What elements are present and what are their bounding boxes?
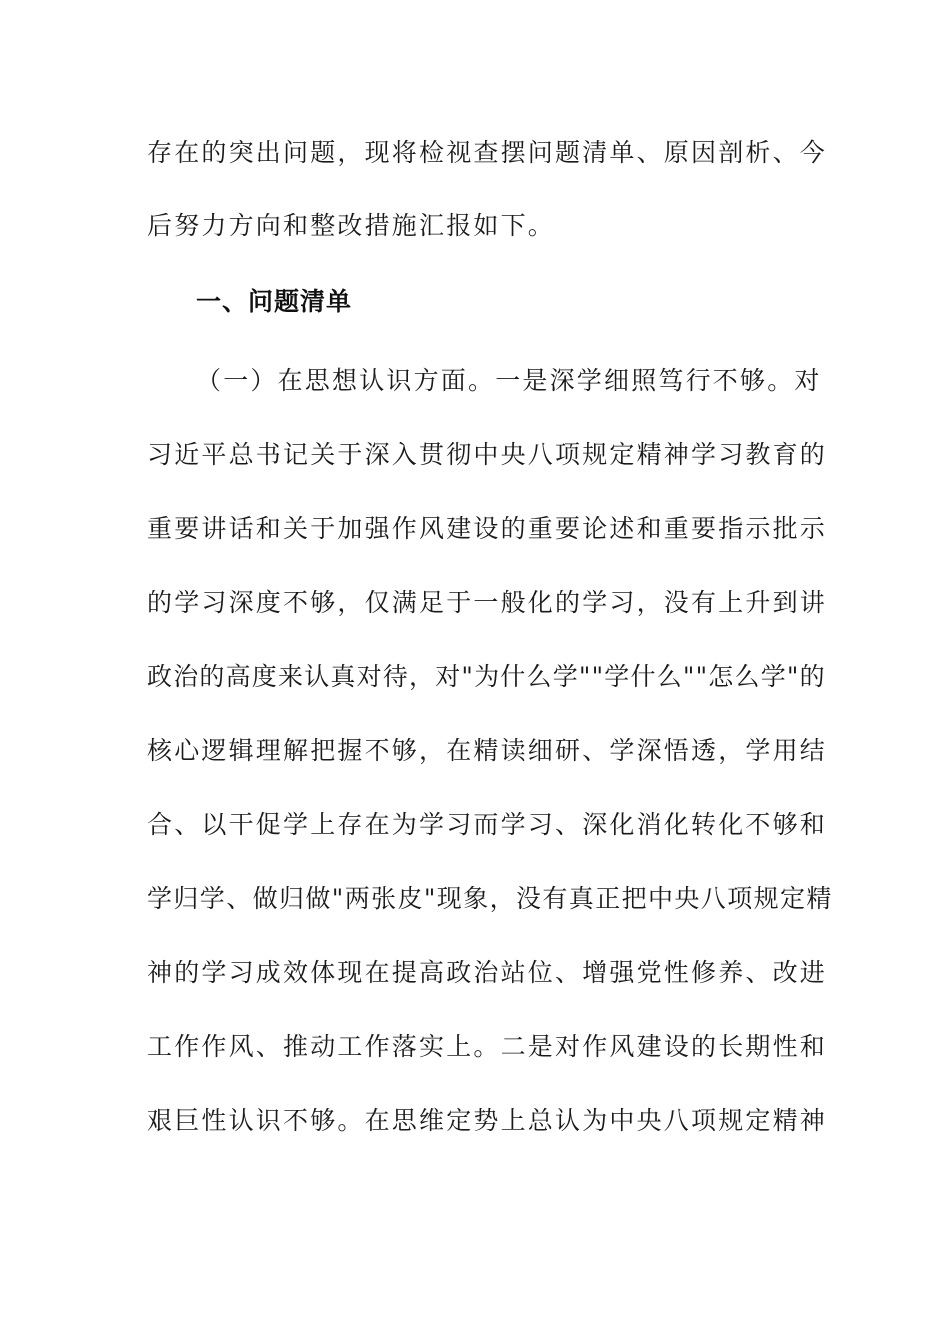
body-line-1: （一）在思想认识方面。一是深学细照笃行不够。对 [196, 366, 822, 395]
body-line-3: 重要讲话和关于加强作风建设的重要论述和重要指示批示 [147, 514, 828, 543]
section-heading: 一、问题清单 [196, 287, 353, 316]
body-line-7: 合、以干促学上存在为学习而学习、深化消化转化不够和 [147, 810, 828, 839]
body-line-6: 核心逻辑理解把握不够，在精读细研、学深悟透，学用结 [147, 736, 828, 765]
body-line-5: 政治的高度来认真对待，对"为什么学""学什么""怎么学"的 [147, 662, 826, 691]
body-line-10: 工作作风、推动工作落实上。二是对作风建设的长期性和 [147, 1032, 828, 1061]
body-line-11: 艰巨性认识不够。在思维定势上总认为中央八项规定精神 [147, 1106, 828, 1135]
body-line-4: 的学习深度不够，仅满足于一般化的学习，没有上升到讲 [147, 588, 828, 617]
body-line-8: 学归学、做归做"两张皮"现象，没有真正把中央八项规定精 [147, 884, 833, 913]
intro-line-1: 存在的突出问题，现将检视查摆问题清单、原因剖析、今 [147, 138, 828, 167]
body-line-2: 习近平总书记关于深入贯彻中央八项规定精神学习教育的 [147, 440, 828, 469]
intro-line-2: 后努力方向和整改措施汇报如下。 [147, 211, 556, 240]
body-line-9: 神的学习成效体现在提高政治站位、增强党性修养、改进 [147, 958, 828, 987]
